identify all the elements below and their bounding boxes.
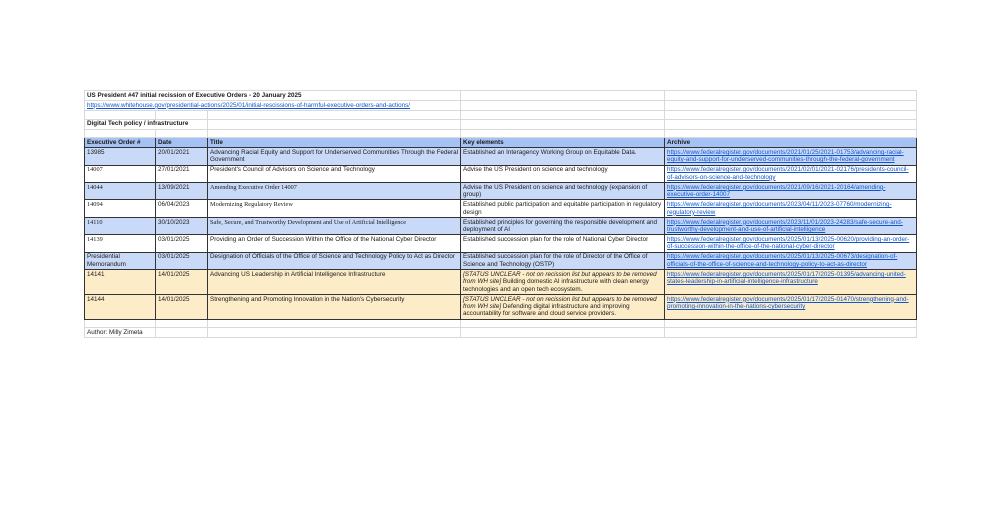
cell-date: 06/04/2023 bbox=[156, 200, 208, 217]
archive-link[interactable]: https://www.federalregister.gov/documents/2025/01/17/2025-01470/strengthening-and-promoting-innovation-in-the-nations-cybersecurity bbox=[667, 295, 909, 311]
eo-table bbox=[84, 90, 917, 338]
cell-date: 14/01/2025 bbox=[156, 270, 208, 295]
cell-eo: 14007 bbox=[85, 165, 156, 182]
cell-date: 14/01/2025 bbox=[156, 294, 208, 319]
key-text: Building domestic AI infrastructure with clean energy technologies and an open tech ecosystem. bbox=[463, 278, 649, 293]
cell-eo: 14110 bbox=[85, 217, 156, 234]
author: Author: Milly Zimeta bbox=[85, 328, 156, 338]
cell-eo: 14144 bbox=[85, 294, 156, 319]
header-archive: Archive bbox=[665, 138, 917, 148]
source-link[interactable]: https://www.whitehouse.gov/presidential-actions/2025/01/initial-rescissions-of-harmful-executive-orders-and-actions/ bbox=[87, 101, 411, 109]
cell-key: Established an Interagency Working Group on Equitable Data. bbox=[461, 148, 665, 165]
cell-title: Designation of Officials of the Office of Science and Technology Policy to Act as Director bbox=[208, 252, 461, 269]
cell-date: 27/01/2021 bbox=[156, 165, 208, 182]
spreadsheet bbox=[84, 90, 916, 338]
header-key-elements: Key elements bbox=[461, 138, 665, 148]
cell-date: 03/01/2025 bbox=[156, 252, 208, 269]
cell-eo: 13985 bbox=[85, 148, 156, 165]
cell-key: Established succession plan for the role of National Cyber Director bbox=[461, 235, 665, 252]
doc-title: US President #47 initial recission of Executive Orders - 20 January 2025 bbox=[85, 91, 461, 101]
cell-title: Strengthening and Promoting Innovation in the Nation's Cybersecurity bbox=[208, 294, 461, 319]
source-row bbox=[85, 101, 917, 111]
cell-date: 20/01/2021 bbox=[156, 148, 208, 165]
cell-key: Advise the US President on science and technology bbox=[461, 165, 665, 182]
table-row bbox=[85, 165, 917, 182]
cell-key: Established public participation and equitable participation in regulatory design bbox=[461, 200, 665, 217]
cell-title: President's Council of Advisors on Science and Technology bbox=[208, 165, 461, 182]
archive-link[interactable]: https://www.federalregister.gov/documents/2023/04/11/2023-07760/modernizing-regulatory-review bbox=[667, 201, 892, 216]
author-row bbox=[85, 328, 917, 338]
table-row bbox=[85, 183, 917, 200]
cell-date: 30/10/2023 bbox=[156, 217, 208, 234]
cell-title: Modernizing Regulatory Review bbox=[208, 200, 461, 217]
archive-link[interactable]: https://www.federalregister.gov/documents/2025/01/17/2025-01395/advancing-united-states-leadership-in-artificial-intelligence-infrastructure bbox=[667, 270, 906, 286]
cell-eo: 14044 bbox=[85, 183, 156, 200]
cell-title: Providing an Order of Succession Within the Office of the National Cyber Director bbox=[208, 235, 461, 252]
cell-eo: 14139 bbox=[85, 235, 156, 252]
table-header-row bbox=[85, 138, 917, 148]
cell-eo: 14141 bbox=[85, 270, 156, 295]
status-note: [STATUS UNCLEAR - not on recission list but appears to be removed from WH site] bbox=[463, 295, 657, 311]
key-text: Defending digital infrastructure and improving accountability for software and cloud service providers. bbox=[463, 303, 630, 318]
section-row bbox=[85, 119, 917, 129]
table-row bbox=[85, 294, 917, 319]
archive-link[interactable]: https://www.federalregister.gov/documents/2021/02/01/2021-02176/presidents-council-of-advisors-on-science-and-technology bbox=[667, 166, 909, 181]
archive-link[interactable]: https://www.federalregister.gov/documents/2021/09/16/2021-20164/amending-executive-order-14007 bbox=[667, 183, 886, 199]
title-row bbox=[85, 91, 917, 101]
table-row bbox=[85, 270, 917, 295]
table-row bbox=[85, 148, 917, 165]
archive-link[interactable]: https://www.federalregister.gov/documents/2025/01/13/2025-00673/designation-of-officials-of-the-office-of-science-and-technology-policy-to-act-as-director bbox=[667, 253, 898, 268]
cell-key bbox=[461, 270, 665, 295]
cell-title: Safe, Secure, and Trustworthy Development and Use of Artificial Intelligence bbox=[208, 217, 461, 234]
table-row bbox=[85, 217, 917, 234]
archive-link[interactable]: https://www.federalregister.gov/documents/2023/11/01/2023-24283/safe-secure-and-trustworthy-development-and-use-of-artificial-intelligence bbox=[667, 218, 903, 234]
cell-key: Advise the US President on science and technology (expansion of group) bbox=[461, 183, 665, 200]
section-title: Digital Tech policy / infrastructure bbox=[85, 119, 208, 129]
archive-link[interactable]: https://www.federalregister.gov/documents/2021/01/25/2021-01753/advancing-racial-equity-and-support-for-underserved-communities-through-the-federal-government bbox=[667, 148, 904, 164]
table-row bbox=[85, 235, 917, 252]
cell-title: Advancing US Leadership in Artificial Intelligence Infrastructure bbox=[208, 270, 461, 295]
cell-eo: Presidential Memorandum bbox=[85, 252, 156, 269]
cell-title: Advancing Racial Equity and Support for Underserved Communities Through the Federal Government bbox=[208, 148, 461, 165]
cell-key bbox=[461, 294, 665, 319]
status-note: [STATUS UNCLEAR - not on recission list but appears to be removed from WH site] bbox=[463, 270, 657, 286]
cell-key: Established principles for governing the responsible development and deployment of AI bbox=[461, 217, 665, 234]
cell-title: Amending Executive Order 14007 bbox=[208, 183, 461, 200]
cell-date: 13/09/2021 bbox=[156, 183, 208, 200]
archive-link[interactable]: https://www.federalregister.gov/documents/2025/01/13/2025-00620/providing-an-order-of-succession-within-the-office-of-the-national-cyber-director bbox=[667, 236, 910, 251]
header-date: Date bbox=[156, 138, 208, 148]
table-row bbox=[85, 200, 917, 217]
cell-date: 03/01/2025 bbox=[156, 235, 208, 252]
header-eo: Executive Order # bbox=[85, 138, 156, 148]
cell-eo: 14094 bbox=[85, 200, 156, 217]
header-title: Title bbox=[208, 138, 461, 148]
cell-key: Established succession plan for the role of Director of the Office of Science and Technology (OSTP) bbox=[461, 252, 665, 269]
table-row bbox=[85, 252, 917, 269]
